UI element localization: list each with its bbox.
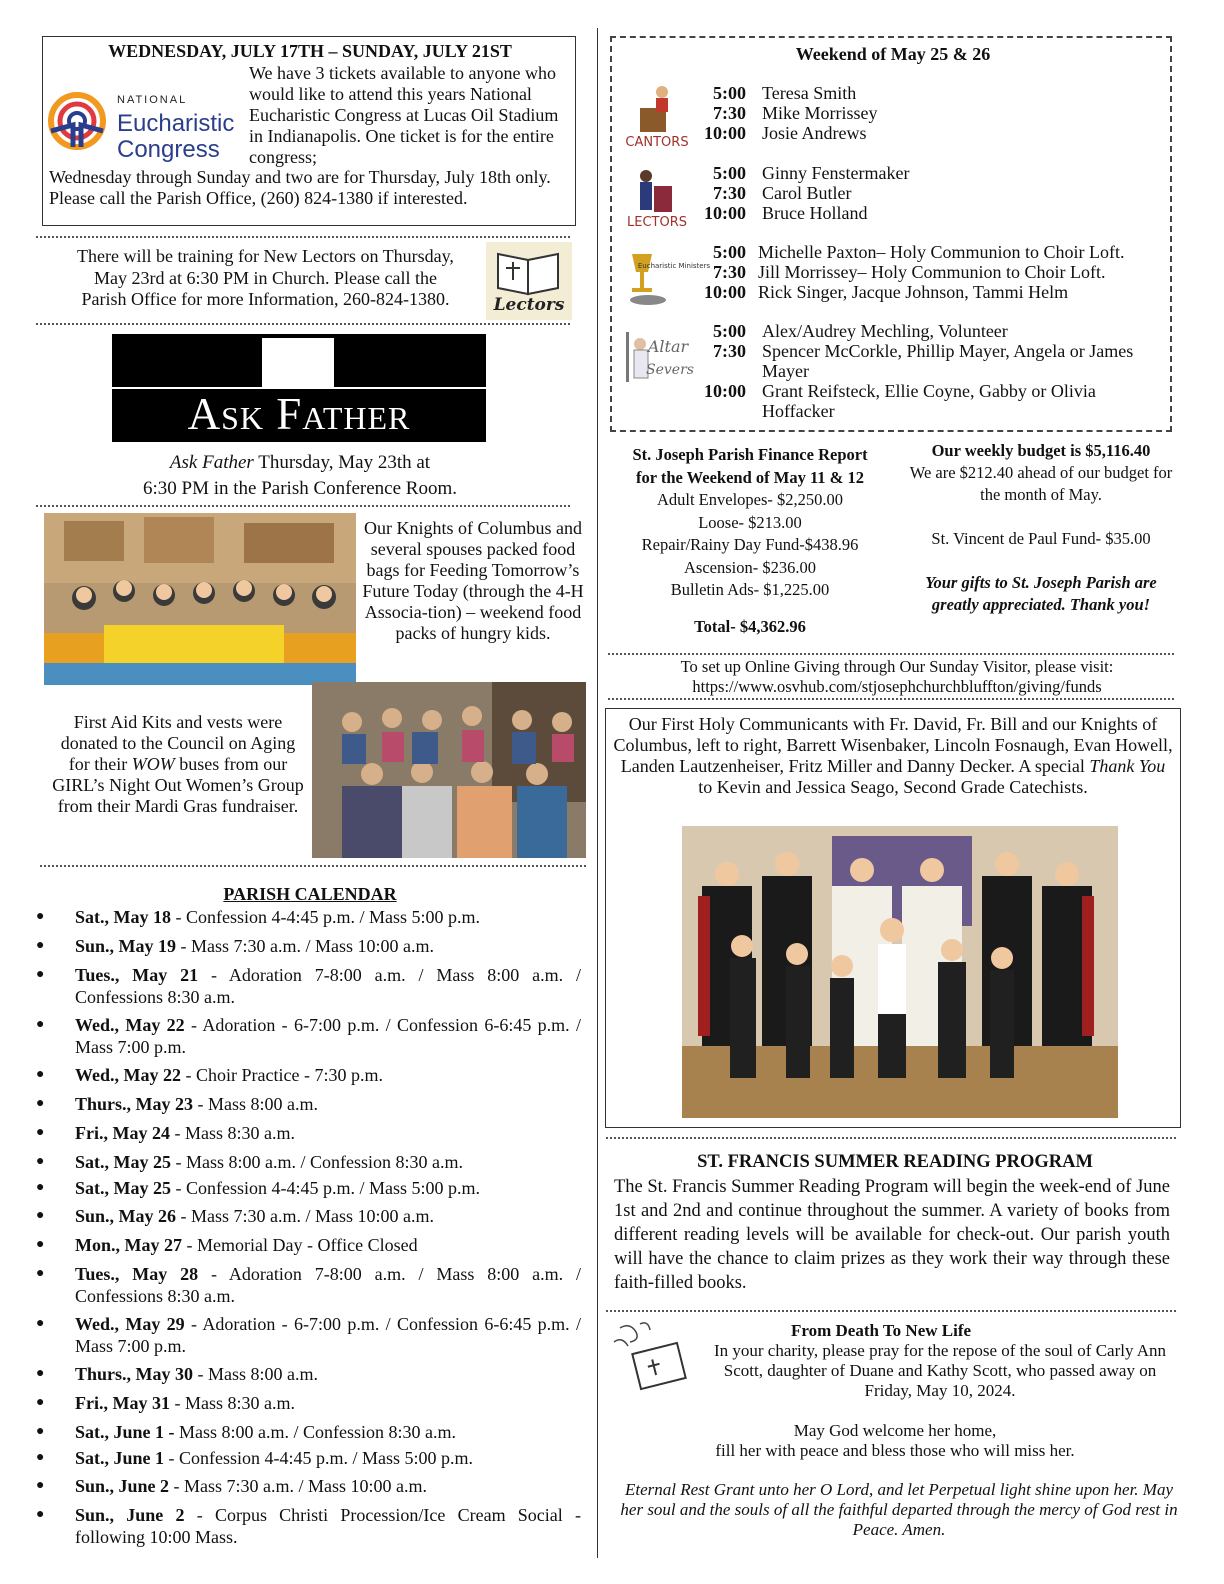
altar-servers-icon bbox=[618, 322, 696, 390]
logo-line1: Eucharistic bbox=[117, 110, 235, 137]
column-divider bbox=[597, 28, 598, 1558]
weekly-budget: Our weekly budget is $5,116.40 bbox=[931, 441, 1151, 460]
logo-line2: Congress bbox=[117, 136, 220, 163]
ministry-schedule-box: Weekend of May 25 & 26 CANTORS LECTORS Eucharistic Ministers Altar Severs 5:00 Teresa Smith 7:30 Mike Morrissey 10:00 Josie Andrews 5:00 Ginny Fenstermaker 7:30 Carol Butler 10:00 Bruce Holland 5:00 Michelle Paxton– Holy Communion to Choir Loft. 7:30 Jill Morrissey– Holy Communion to Choir Loft. 10:00 Rick Singer, Jacque Johnson, Tammi Helm 5:00 Alex/Audrey Mechling, Volunteer 7:30 Spencer McCorkle, Phillip Mayer, Angela or James Mayer 10:00 Grant Reifsteck, Ellie Coyne, Gabby or Olivia Hoffacker bbox=[610, 36, 1172, 432]
lectors-label: LECTORS bbox=[627, 215, 687, 230]
finance-report bbox=[612, 444, 888, 638]
reading-program-text: The St. Francis Summer Reading Program will begin the week-end of June 1st and 2nd and continue throughout the summer. A variety of books from different reading levels will be available for check-out. Our parish youth will have the chance to claim prizes as they work their way through these faith-filled books. bbox=[614, 1177, 1170, 1293]
online-giving-line1: To set up Online Giving through Our Sunday Visitor, please visit: bbox=[680, 657, 1114, 676]
divider bbox=[36, 236, 570, 238]
girls-night-out-photo bbox=[312, 682, 586, 858]
eucharistic-congress-heading: WEDNESDAY, JULY 17TH – SUNDAY, JULY 21ST bbox=[108, 41, 512, 61]
memorial-blessing bbox=[610, 1421, 1180, 1461]
ask-father-italic: Ask Father bbox=[169, 452, 254, 473]
knights-food-bags-photo bbox=[44, 513, 356, 685]
lectors-line1: There will be training for New Lectors on Thursday, bbox=[77, 246, 454, 266]
lectors-icon bbox=[618, 162, 696, 230]
divider bbox=[606, 1310, 1176, 1312]
logo-small-text: NATIONAL bbox=[117, 94, 188, 106]
memorial-title: From Death To New Life bbox=[790, 1321, 972, 1340]
finance-line: Loose- $213.00 bbox=[698, 512, 802, 532]
divider bbox=[36, 323, 570, 325]
finance-line: Ascension- $236.00 bbox=[684, 557, 816, 577]
finance-line: Repair/Rainy Day Fund-$438.96 bbox=[641, 535, 859, 554]
eucharistic-ministers-icon bbox=[618, 244, 711, 312]
divider bbox=[40, 865, 586, 867]
divider bbox=[36, 505, 570, 507]
divider bbox=[606, 1137, 1176, 1139]
memorial-blessing-1: May God welcome her home, bbox=[793, 1421, 997, 1440]
eucharistic-congress-text-continued: Wednesday through Sunday and two are for Thursday, July 18th only. Please call the Parish Office, (260) 824-1380 if interested. bbox=[49, 167, 551, 208]
ask-father-line2: 6:30 PM in the Parish Conference Room. bbox=[143, 478, 457, 499]
finance-line: Bulletin Ads- $1,225.00 bbox=[670, 580, 830, 599]
finance-title-1: St. Joseph Parish Finance Report bbox=[632, 445, 868, 464]
servers-label-1: Altar bbox=[647, 337, 689, 356]
lectors-line2: May 23rd at 6:30 PM in Church. Please call the bbox=[94, 267, 437, 288]
first-aid-text-b: buses from our GIRL’s Night Out Women’s Group from their Mardi Gras fundraiser. bbox=[52, 754, 304, 816]
first-communion-photo bbox=[682, 826, 1118, 1118]
memorial-text: In your charity, please pray for the repose of the soul of Carly Ann Scott, daughter of Duane and Kathy Scott, who passed away on Friday, May 10, 2024. bbox=[713, 1341, 1167, 1400]
ask-father-text bbox=[90, 450, 510, 502]
online-giving-text bbox=[610, 657, 1184, 697]
memorial-bible-image bbox=[610, 1318, 694, 1398]
thank-you-note: Your gifts to St. Joseph Parish are greatly appreciated. Thank you! bbox=[925, 573, 1157, 614]
first-aid-text bbox=[50, 712, 306, 817]
lectors-book-image bbox=[486, 242, 572, 320]
budget-ahead: We are $212.40 ahead of our budget for the month of May. bbox=[909, 463, 1173, 504]
eucharistic-congress-box bbox=[42, 36, 576, 226]
fhc-italic: Thank You bbox=[1089, 756, 1166, 776]
finance-title-2: for the Weekend of May 11 & 12 bbox=[635, 467, 865, 487]
first-aid-text-a: First Aid Kits and vests were donated to the Council on Aging for their bbox=[60, 712, 296, 774]
lectors-image-label: Lectors bbox=[493, 295, 565, 315]
ask-father-title: Ask Father bbox=[187, 389, 411, 439]
fhc-text-a: Our First Holy Communicants with Fr. David, Fr. Bill and our Knights of Columbus, left to right, Barrett Wisenbaker, Lincoln Fosnaugh, Evan Howell, Landen Lautzenheiser, Fritz Miller and Danny Decker. A special bbox=[613, 714, 1173, 776]
finance-total: Total- $4,362.96 bbox=[694, 616, 806, 636]
eucharistic-congress-text: We have 3 tickets available to anyone who would like to attend this years National Eucharistic Congress at Lucas Oil Stadium in Indianapolis. One ticket is for the entire congress; bbox=[249, 63, 559, 167]
cantors-icon bbox=[618, 82, 696, 150]
ministers-label: Eucharistic Ministers bbox=[637, 262, 711, 270]
fhc-text-b: to Kevin and Jessica Seago, Second Grade Catechists. bbox=[698, 777, 1088, 797]
divider bbox=[608, 698, 1174, 700]
knights-text: Our Knights of Columbus and several spouses packed food bags for Feeding Tomorrow’s Future Today (through the 4-H Associa-tion) – weekend food packs of hungry kids. bbox=[362, 518, 584, 643]
eternal-rest-prayer: Eternal Rest Grant unto her O Lord, and let Perpetual light shine upon her. May her soul and the souls of all the faithful departed through the mercy of God rest in Peace. Amen. bbox=[620, 1480, 1178, 1539]
reading-program-title: ST. FRANCIS SUMMER READING PROGRAM bbox=[697, 1152, 1093, 1172]
schedule-heading: Weekend of May 25 & 26 bbox=[795, 44, 991, 64]
ask-father-line1: Thursday, May 23th at bbox=[253, 452, 431, 473]
first-communion-text bbox=[612, 714, 1174, 798]
budget-info bbox=[900, 440, 1182, 616]
eucharistic-congress-logo bbox=[47, 77, 247, 165]
first-aid-italic: WOW bbox=[131, 754, 175, 774]
cantors-label: CANTORS bbox=[625, 135, 689, 150]
svdp-fund: St. Vincent de Paul Fund- $35.00 bbox=[931, 529, 1151, 548]
parish-calendar-title: PARISH CALENDAR bbox=[223, 884, 397, 904]
finance-line: Adult Envelopes- $2,250.00 bbox=[656, 490, 844, 509]
memorial-blessing-2: fill her with peace and bless those who will miss her. bbox=[715, 1441, 1075, 1460]
divider bbox=[608, 653, 1174, 655]
lectors-line3: Parish Office for more Information, 260-824-1380. bbox=[81, 289, 450, 309]
lectors-training-text bbox=[48, 246, 483, 311]
servers-label-2: Severs bbox=[646, 362, 694, 378]
online-giving-url[interactable]: https://www.osvhub.com/stjosephchurchbluffton/giving/funds bbox=[692, 677, 1102, 696]
